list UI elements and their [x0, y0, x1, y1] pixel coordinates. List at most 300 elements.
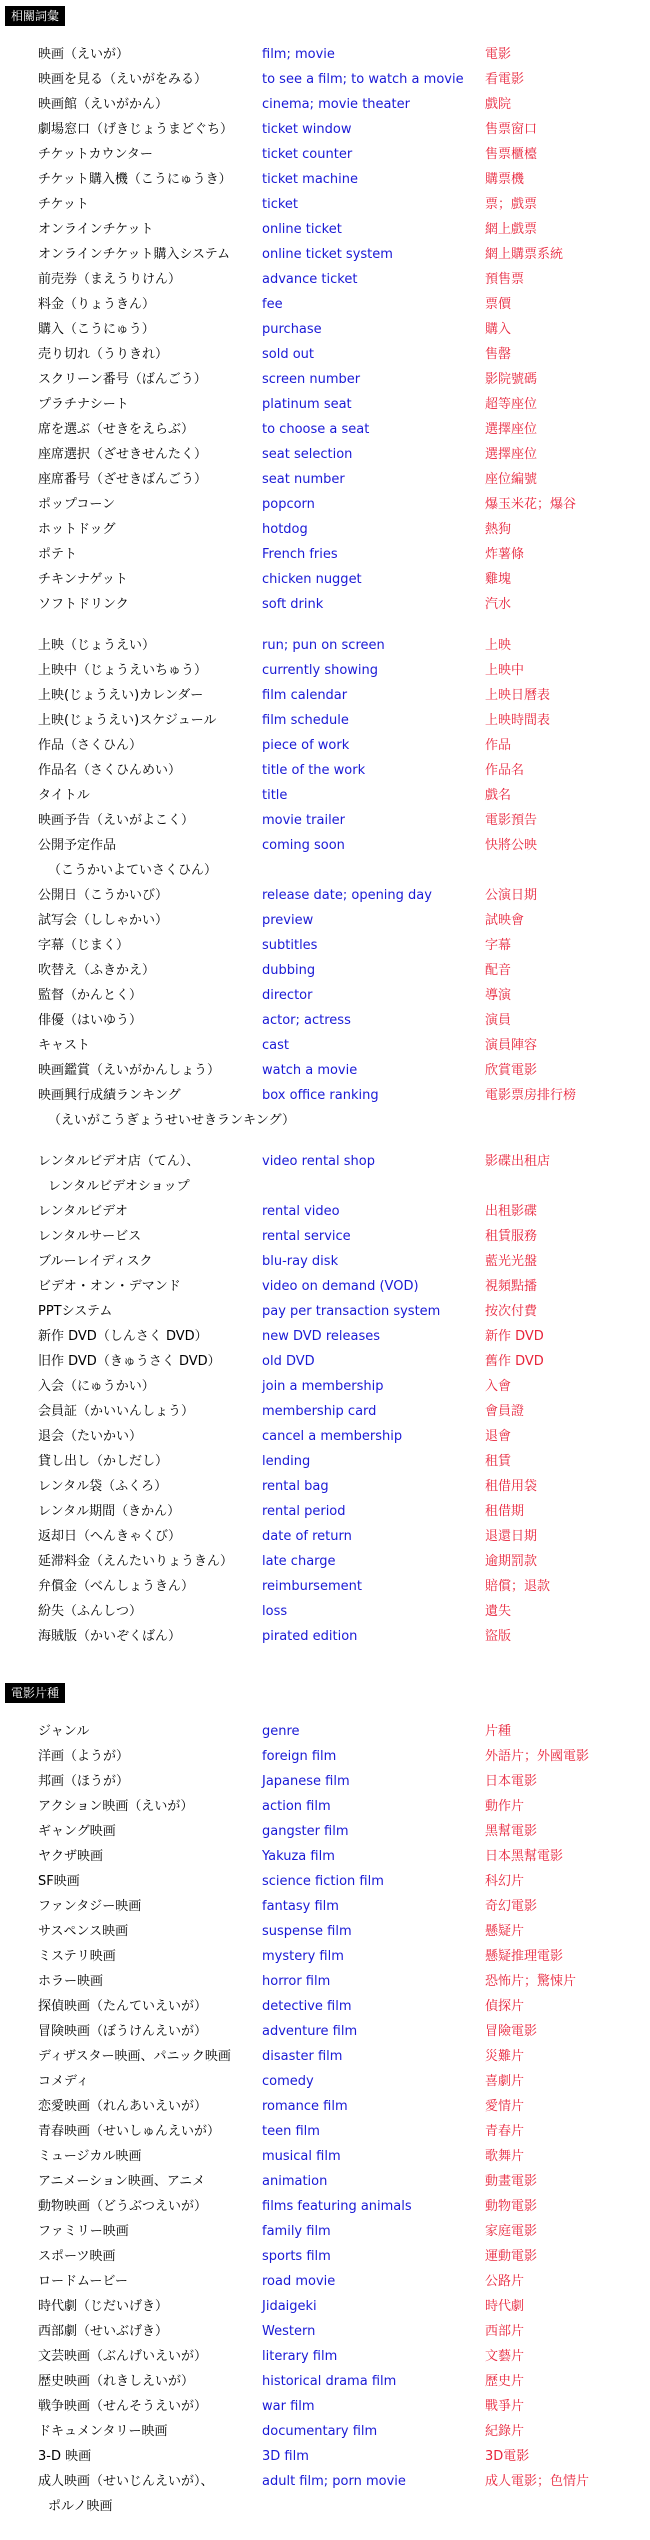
vocab-row — [0, 733, 650, 758]
japanese-term — [38, 167, 256, 192]
japanese-term — [38, 2294, 256, 2319]
vocab-row — [0, 1844, 650, 1869]
japanese-term-line1: ジャンル — [38, 1724, 90, 1739]
english-term: rental bag — [262, 1479, 329, 1494]
japanese-term — [38, 2419, 256, 2444]
english-term: ticket — [262, 197, 299, 212]
chinese-term: 動畫電影 — [485, 2174, 538, 2189]
english-term: 3D film — [262, 2449, 309, 2464]
chinese-term: 預售票 — [485, 272, 525, 287]
japanese-term-line2: レンタルビデオショップ — [48, 1179, 190, 1194]
japanese-term — [38, 2469, 256, 2519]
chinese-term: 購入 — [485, 322, 512, 337]
japanese-term — [38, 683, 256, 708]
vocab-row — [0, 142, 650, 167]
japanese-term-line1: 弁償金（べんしょうきん） — [38, 1579, 195, 1594]
japanese-term-line1: 俳優（はいゆう） — [38, 1013, 143, 1028]
japanese-term-line1: 延滞料金（えんたいりょうきん） — [38, 1554, 234, 1569]
chinese-term: 時代劇 — [485, 2299, 525, 2314]
english-term: join a membership — [262, 1379, 384, 1394]
chinese-term: 試映會 — [485, 913, 525, 928]
vocab-row — [0, 783, 650, 808]
vocab-row — [0, 317, 650, 342]
japanese-term-line1: ビデオ・オン・デマンド — [38, 1279, 181, 1294]
vocab-row — [0, 217, 650, 242]
vocab-row — [0, 1769, 650, 1794]
japanese-term — [38, 1083, 296, 1133]
japanese-term-line1: 上映（じょうえい） — [38, 638, 156, 653]
english-term: seat number — [262, 472, 345, 487]
japanese-term-line1: 動物映画（どうぶつえいが） — [38, 2199, 208, 2214]
english-term: science fiction film — [262, 1874, 384, 1889]
english-term: film schedule — [262, 713, 349, 728]
chinese-term: 喜劇片 — [485, 2074, 525, 2089]
chinese-term: 黑幫電影 — [485, 1824, 538, 1839]
chinese-term: 家庭電影 — [485, 2224, 538, 2239]
chinese-term: 科幻片 — [485, 1874, 525, 1889]
japanese-term-line1: レンタルビデオ店（てん）、 — [38, 1154, 200, 1169]
vocab-row — [0, 67, 650, 92]
vocab-row — [0, 1574, 650, 1599]
vocab-row — [0, 1083, 650, 1133]
english-term: comedy — [262, 2074, 314, 2089]
vocab-row — [0, 1794, 650, 1819]
english-term: online ticket system — [262, 247, 393, 262]
japanese-term — [38, 567, 256, 592]
japanese-term — [38, 67, 256, 92]
vocab-row — [0, 1249, 650, 1274]
english-term: genre — [262, 1724, 300, 1739]
chinese-term: 運動電影 — [485, 2249, 538, 2264]
chinese-term: 3D電影 — [485, 2449, 530, 2464]
english-term: date of return — [262, 1529, 352, 1544]
vocab-row — [0, 2269, 650, 2294]
vocab-row — [0, 42, 650, 67]
chinese-term: 售票窗口 — [485, 122, 538, 137]
vocab-row — [0, 1744, 650, 1769]
vocab-row — [0, 442, 650, 467]
vocab-row — [0, 417, 650, 442]
japanese-term — [38, 1449, 256, 1474]
japanese-term — [38, 1919, 256, 1944]
chinese-term: 看電影 — [485, 72, 525, 87]
vocab-row — [0, 192, 650, 217]
vocab-row — [0, 567, 650, 592]
vocab-row — [0, 242, 650, 267]
vocab-row — [0, 1449, 650, 1474]
chinese-term: 字幕 — [485, 938, 512, 953]
english-term: hotdog — [262, 522, 308, 537]
chinese-term: 作品名 — [485, 763, 525, 778]
chinese-term: 導演 — [485, 988, 512, 1003]
chinese-term: 爆玉米花；爆谷 — [485, 497, 577, 512]
english-term: sports film — [262, 2249, 331, 2264]
group-separator — [0, 617, 650, 633]
chinese-term: 上映 — [485, 638, 512, 653]
english-term: movie trailer — [262, 813, 346, 828]
english-term: war film — [262, 2399, 315, 2414]
japanese-term — [38, 1549, 256, 1574]
japanese-term-line2: （えいがこうぎょうせいせきランキング） — [48, 1113, 296, 1128]
english-term: title — [262, 788, 288, 803]
japanese-term — [38, 1474, 256, 1499]
japanese-term-line1: 恋愛映画（れんあいえいが） — [38, 2099, 208, 2114]
vocab-row — [0, 1894, 650, 1919]
japanese-term-line1: ミュージカル映画 — [38, 2149, 142, 2164]
japanese-term — [38, 2194, 256, 2219]
japanese-term-line1: ファミリー映画 — [38, 2224, 129, 2239]
japanese-term — [38, 958, 256, 983]
english-term: video on demand (VOD) — [262, 1279, 419, 1294]
japanese-term-line1: ディザスター映画、パニック映画 — [38, 2049, 231, 2064]
japanese-term — [38, 2169, 256, 2194]
chinese-term: 網上戲票 — [485, 222, 538, 237]
english-term: Jidaigeki — [262, 2299, 317, 2314]
japanese-term-line1: 売り切れ（うりきれ） — [38, 347, 169, 362]
japanese-term — [38, 2369, 256, 2394]
japanese-term-line1: ヤクザ映画 — [38, 1849, 104, 1864]
japanese-term-line1: 文芸映画（ぶんげいえいが） — [38, 2349, 208, 2364]
japanese-term-line1: 席を選ぶ（せきをえらぶ） — [38, 422, 195, 437]
japanese-term-line1: ポテト — [38, 547, 78, 562]
japanese-term-line1: レンタル期間（きかん） — [38, 1504, 181, 1519]
english-term: pirated edition — [262, 1629, 358, 1644]
japanese-term — [38, 392, 256, 417]
english-term: to see a film; to watch a movie — [262, 72, 464, 87]
japanese-term-line1: 西部劇（せいぶげき） — [38, 2324, 169, 2339]
japanese-term — [38, 2144, 256, 2169]
vocab-row — [0, 1299, 650, 1324]
vocab-row — [0, 1274, 650, 1299]
japanese-term-line1: 字幕（じまく） — [38, 938, 130, 953]
japanese-term — [38, 217, 256, 242]
vocab-row — [0, 2444, 650, 2469]
japanese-term-line1: 上映(じょうえい)カレンダー — [38, 688, 204, 703]
chinese-term: 退會 — [485, 1429, 512, 1444]
japanese-term-line1: 前売券（まえうりけん） — [38, 272, 182, 287]
chinese-term: 快將公映 — [485, 838, 538, 853]
vocab-row — [0, 933, 650, 958]
english-term: director — [262, 988, 313, 1003]
japanese-term — [38, 1819, 256, 1844]
chinese-term: 炸薯條 — [485, 547, 525, 562]
chinese-term: 汽水 — [485, 597, 512, 612]
vocab-row — [0, 367, 650, 392]
chinese-term: 外語片；外國電影 — [485, 1749, 590, 1764]
english-term: release date; opening day — [262, 888, 432, 903]
vocab-row — [0, 1399, 650, 1424]
vocab-row — [0, 1149, 650, 1199]
japanese-term-line1: 映画興行成績ランキング — [38, 1088, 181, 1103]
japanese-term-line1: 上映中（じょうえいちゅう） — [38, 663, 208, 678]
japanese-term-line1: レンタルサービス — [38, 1229, 142, 1244]
english-term: animation — [262, 2174, 328, 2189]
japanese-term-line1: チケット — [38, 197, 89, 212]
japanese-term — [38, 658, 256, 683]
vocab-row — [0, 392, 650, 417]
chinese-term: 戲院 — [485, 97, 512, 112]
japanese-term-line1: 貸し出し（かしだし） — [38, 1454, 169, 1469]
vocab-row — [0, 758, 650, 783]
japanese-term — [38, 442, 256, 467]
english-term: gangster film — [262, 1824, 349, 1839]
chinese-term: 影院號碼 — [485, 372, 538, 387]
vocab-row — [0, 2144, 650, 2169]
chinese-term: 欣賞電影 — [485, 1063, 538, 1078]
english-term: suspense film — [262, 1924, 352, 1939]
vocab-row — [0, 2419, 650, 2444]
chinese-term: 懸疑推理電影 — [485, 1949, 564, 1964]
japanese-term — [38, 267, 256, 292]
english-term: family film — [262, 2224, 331, 2239]
english-term: rental period — [262, 1504, 346, 1519]
vocab-row — [0, 2219, 650, 2244]
japanese-term-line1: 洋画（ようが） — [38, 1749, 130, 1764]
japanese-term-line1: 成人映画（せいじんえいが）、 — [38, 2474, 214, 2489]
english-term: adventure film — [262, 2024, 358, 2039]
english-term: screen number — [262, 372, 361, 387]
japanese-term-line1: オンラインチケット — [38, 222, 154, 237]
vocab-row — [0, 2319, 650, 2344]
japanese-term-line1: ポップコーン — [38, 497, 116, 512]
vocab-row — [0, 517, 650, 542]
japanese-term — [38, 883, 256, 908]
japanese-term — [38, 367, 256, 392]
english-term: purchase — [262, 322, 322, 337]
vocab-row — [0, 2244, 650, 2269]
japanese-term-line1: 入会（にゅうかい） — [38, 1379, 155, 1394]
japanese-term-line1: ホットドッグ — [38, 522, 116, 537]
chinese-term: 愛情片 — [485, 2099, 525, 2114]
chinese-term: 票；戲票 — [485, 197, 538, 212]
vocab-row — [0, 2119, 650, 2144]
chinese-term: 舊作 DVD — [485, 1354, 544, 1369]
chinese-term: 租賃服務 — [485, 1229, 538, 1244]
japanese-term-line1: アクション映画（えいが） — [38, 1799, 194, 1814]
chinese-term: 偵探片 — [485, 1999, 525, 2014]
english-term: documentary film — [262, 2424, 378, 2439]
chinese-term: 退還日期 — [485, 1529, 538, 1544]
english-term: loss — [262, 1604, 288, 1619]
vocab-row — [0, 2094, 650, 2119]
japanese-term — [38, 1794, 256, 1819]
english-term: seat selection — [262, 447, 353, 462]
japanese-term — [38, 192, 256, 217]
vocab-row — [0, 883, 650, 908]
japanese-term — [38, 517, 256, 542]
japanese-term-line1: 映画（えいが） — [38, 47, 130, 62]
vocab-row — [0, 1499, 650, 1524]
english-term: fee — [262, 297, 283, 312]
english-term: foreign film — [262, 1749, 337, 1764]
japanese-term — [38, 142, 256, 167]
vocab-row — [0, 167, 650, 192]
vocab-row — [0, 1819, 650, 1844]
japanese-term-line1: ギャング映画 — [38, 1824, 116, 1839]
chinese-term: 動作片 — [485, 1799, 525, 1814]
japanese-term-line1: ブルーレイディスク — [38, 1254, 153, 1269]
japanese-term-line1: ファンタジー映画 — [38, 1899, 142, 1914]
japanese-term — [38, 492, 256, 517]
japanese-term — [38, 708, 256, 733]
japanese-term-line1: タイトル — [38, 788, 90, 803]
japanese-term — [38, 1199, 256, 1224]
vocab-row — [0, 808, 650, 833]
japanese-term-line1: チケットカウンター — [38, 147, 153, 162]
japanese-term-line1: 映画館（えいがかん） — [38, 97, 169, 112]
english-term: box office ranking — [262, 1088, 379, 1103]
japanese-term — [38, 592, 256, 617]
japanese-term-line2: （こうかいよていさくひん） — [48, 863, 218, 878]
chinese-term: 選擇座位 — [485, 422, 538, 437]
vocab-row — [0, 2369, 650, 2394]
japanese-term-line1: ソフトドリンク — [38, 597, 129, 612]
english-term: rental service — [262, 1229, 351, 1244]
japanese-term-line1: 公開予定作品 — [38, 838, 117, 853]
japanese-term-line1: 上映(じょうえい)スケジュール — [38, 713, 217, 728]
chinese-term: 租借期 — [485, 1504, 525, 1519]
vocab-row — [0, 592, 650, 617]
chinese-term: 片種 — [485, 1724, 512, 1739]
japanese-term — [38, 1624, 256, 1649]
japanese-term — [38, 1349, 256, 1374]
vocab-row — [0, 2344, 650, 2369]
japanese-term — [38, 983, 256, 1008]
chinese-term: 公路片 — [485, 2274, 525, 2289]
japanese-term — [38, 1274, 256, 1299]
vocab-row — [0, 1058, 650, 1083]
japanese-term-line1: 劇場窓口（げきじょうまどぐち） — [38, 122, 234, 137]
japanese-term-line1: 青春映画（せいしゅんえいが） — [38, 2124, 221, 2139]
english-term: new DVD releases — [262, 1329, 380, 1344]
english-term: action film — [262, 1799, 331, 1814]
english-term: video rental shop — [262, 1154, 375, 1169]
chinese-term: 奇幻電影 — [485, 1899, 538, 1914]
japanese-term — [38, 908, 256, 933]
english-term: currently showing — [262, 663, 379, 678]
japanese-term — [38, 833, 256, 883]
japanese-term-line1: 試写会（ししゃかい） — [38, 913, 169, 928]
english-term: blu-ray disk — [262, 1254, 339, 1269]
japanese-term — [38, 1719, 256, 1744]
group-separator — [0, 1133, 650, 1149]
vocab-row — [0, 1919, 650, 1944]
japanese-term-line2: ポルノ映画 — [48, 2499, 113, 2514]
japanese-term-line1: PPTシステム — [38, 1304, 113, 1319]
japanese-term-line1: 料金（りょうきん） — [38, 297, 156, 312]
japanese-term — [38, 2119, 256, 2144]
japanese-term — [38, 1299, 256, 1324]
japanese-term — [38, 2094, 256, 2119]
chinese-term: 西部片 — [485, 2324, 525, 2339]
vocab-row — [0, 983, 650, 1008]
vocab-row — [0, 2169, 650, 2194]
english-term: French fries — [262, 547, 338, 562]
english-term: popcorn — [262, 497, 315, 512]
chinese-term: 懸疑片 — [485, 1924, 525, 1939]
chinese-term: 租借用袋 — [485, 1479, 538, 1494]
section-title: 電影片種 — [5, 1683, 65, 1703]
japanese-term — [38, 2219, 256, 2244]
english-term: Western — [262, 2324, 316, 2339]
chinese-term: 戰爭片 — [485, 2399, 525, 2414]
english-term: rental video — [262, 1204, 340, 1219]
english-term: road movie — [262, 2274, 336, 2289]
english-term: cast — [262, 1038, 289, 1053]
english-term: reimbursement — [262, 1579, 362, 1594]
japanese-term-line1: 映画を見る（えいがをみる） — [38, 72, 208, 87]
chinese-term: 災難片 — [485, 2049, 525, 2064]
english-term: Yakuza film — [262, 1849, 335, 1864]
chinese-term: 網上購票系統 — [485, 247, 564, 262]
vocab-row — [0, 117, 650, 142]
japanese-term — [38, 342, 256, 367]
vocab-row — [0, 1719, 650, 1744]
english-term: sold out — [262, 347, 315, 362]
japanese-term-line1: ロードムービー — [38, 2274, 128, 2289]
english-term: run; pun on screen — [262, 638, 385, 653]
vocab-row — [0, 1549, 650, 1574]
english-term: title of the work — [262, 763, 366, 778]
vocab-row — [0, 633, 650, 658]
chinese-term: 藍光光盤 — [485, 1254, 538, 1269]
vocab-row — [0, 2194, 650, 2219]
japanese-term-line1: 3-D 映画 — [38, 2449, 92, 2464]
english-term: detective film — [262, 1999, 352, 2014]
vocab-row — [0, 1599, 650, 1624]
japanese-term — [38, 1769, 256, 1794]
vocab-row — [0, 1474, 650, 1499]
chinese-term: 成人電影；色情片 — [485, 2474, 590, 2489]
chinese-term: 影碟出租店 — [485, 1154, 551, 1169]
english-term: subtitles — [262, 938, 318, 953]
japanese-term — [38, 1969, 256, 1994]
vocab-row — [0, 1624, 650, 1649]
vocab-row — [0, 467, 650, 492]
chinese-term: 戲名 — [485, 788, 512, 803]
vocab-row — [0, 267, 650, 292]
chinese-term: 租賃 — [485, 1454, 512, 1469]
japanese-term — [38, 2319, 256, 2344]
japanese-term-line1: 座席番号（ざせきばんごう） — [38, 472, 208, 487]
japanese-term — [38, 933, 256, 958]
chinese-term: 遺失 — [485, 1604, 512, 1619]
chinese-term: 日本電影 — [485, 1774, 538, 1789]
chinese-term: 公演日期 — [485, 888, 538, 903]
japanese-term — [38, 242, 256, 267]
japanese-term-line1: スポーツ映画 — [38, 2249, 116, 2264]
english-term: coming soon — [262, 838, 345, 853]
japanese-term — [38, 2344, 256, 2369]
japanese-term-line1: 邦画（ほうが） — [38, 1774, 130, 1789]
vocab-row — [0, 542, 650, 567]
chinese-term: 文藝片 — [485, 2349, 525, 2364]
chinese-term: 會員證 — [485, 1404, 525, 1419]
vocab-row — [0, 1224, 650, 1249]
japanese-term-line1: ミステリ映画 — [38, 1949, 116, 1964]
vocab-row — [0, 1033, 650, 1058]
vocab-row — [0, 1324, 650, 1349]
japanese-term — [38, 417, 256, 442]
japanese-term — [38, 1249, 256, 1274]
english-term: cinema; movie theater — [262, 97, 410, 112]
japanese-term — [38, 2044, 256, 2069]
chinese-term: 動物電影 — [485, 2199, 538, 2214]
english-term: ticket window — [262, 122, 352, 137]
japanese-term-line1: 旧作 DVD（きゅうさく DVD） — [38, 1354, 221, 1369]
japanese-term — [38, 2244, 256, 2269]
chinese-term: 盜版 — [485, 1629, 512, 1644]
